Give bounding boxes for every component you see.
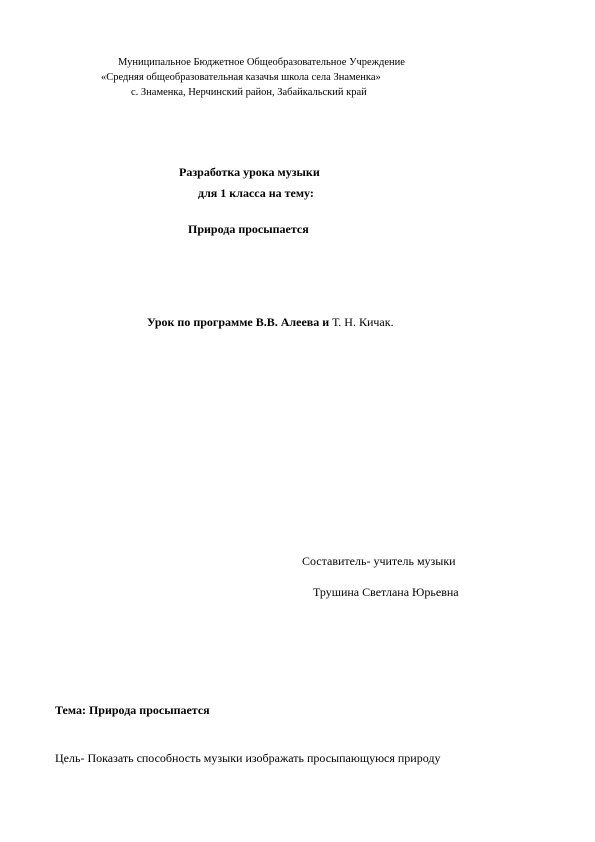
institution-address: с. Знаменка, Нерчинский район, Забайкальский край <box>131 87 367 98</box>
author-name: Трушина Светлана Юрьевна <box>313 585 459 599</box>
lesson-title-line-1: Разработка урока музыки <box>179 165 320 179</box>
lesson-theme: Тема: Природа просыпается <box>55 703 210 717</box>
lesson-topic-title: Природа просыпается <box>188 222 309 236</box>
lesson-title-line-2: для 1 класса на тему: <box>198 186 314 200</box>
program-authors-bold: Урок по программе В.В. Алеева и <box>147 315 330 329</box>
program-author-normal: Т. Н. Кичак. <box>332 315 394 329</box>
program-line <box>147 316 394 328</box>
institution-name-line-1: Муниципальное Бюджетное Общеобразовательное Учреждение <box>118 57 405 68</box>
lesson-goal: Цель- Показать способность музыки изображать просыпающуюся природу <box>55 751 441 765</box>
institution-name-line-2: «Средняя общеобразовательная казачья школа села Знаменка» <box>101 72 381 83</box>
author-role: Составитель- учитель музыки <box>302 554 456 568</box>
